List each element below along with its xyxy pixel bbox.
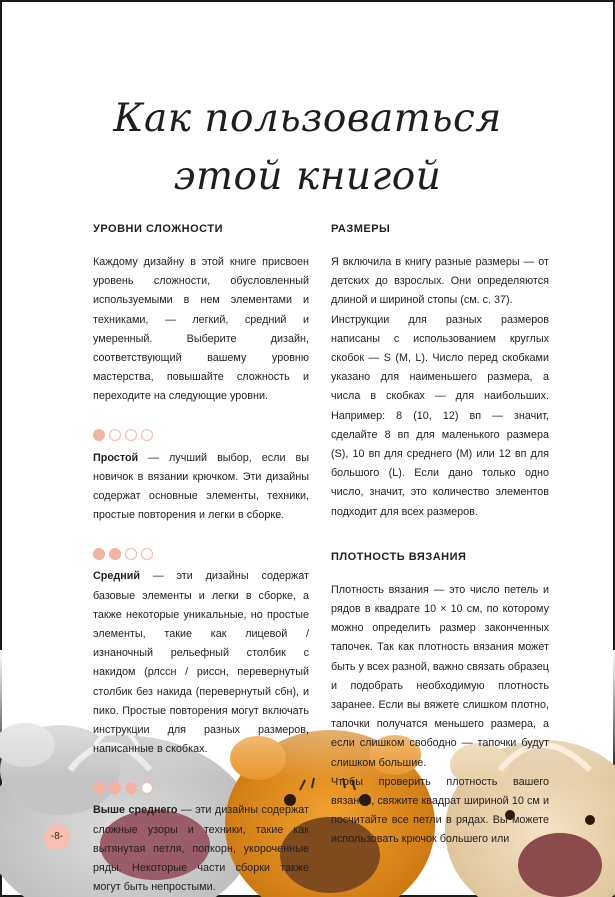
page-number-badge: -8-	[44, 824, 70, 850]
difficulty-dot-icon	[93, 429, 105, 441]
difficulty-dot-icon	[125, 782, 137, 794]
page-title-line-1: Как пользоваться	[113, 96, 502, 141]
gauge-heading: ПЛОТНОСТЬ ВЯЗАНИЯ	[331, 550, 467, 563]
sizes-paragraph-2: Инструкции для разных размеров написаны с использованием круглых скобок — S (M, L). Число перед скобками указано для наименьшего размера, а числа в скобках — для наибольших. Например: 8 (10, 12) вп — значит, сделайте 8 вп для маленького размера (S), 10 вп для среднего (M) или 12 вп для большого (L). Если дано только одно число, значит, это количество элементов подходит для всех размеров.	[331, 313, 549, 518]
gauge-paragraph-1: Плотность вязания — это число петель и рядов в квадрате 10 × 10 см, по которому можно определить размер законченных тапочек. Так как плотность вязания может быть у всех разной, важно связать образец и подобрать необходимую плотность заранее. Если вы вяжете слишком плотно, тапочки получатся меньшего размера, а если слишком свободно — тапочки будут слишком большие.	[331, 583, 549, 769]
column-right	[331, 220, 549, 850]
difficulty-dot-icon	[93, 782, 105, 794]
level-medium-text: — эти дизайны содержат базовые элементы и легки в сборке, а также некоторые уникальные, но простые элементы, такие как лицевой / изнаночный рельефный столбик с накидом (рлссн / риссн, перевернутый столбик без накида (перевернутый сбн), и пико. Простые повторения могут включать инструкции для разных размеров, написанные в скобках.	[93, 570, 309, 756]
sizes-paragraph-1: Я включила в книгу разные размеры — от детских до взрослых. Они определяются длиной и шириной стопы (см. с. 37).	[331, 256, 549, 307]
level-simple-text: — лучший выбор, если вы новичок в вязании крючком. Эти дизайны содержат основные элементы, техники, простые повторения и легки в сборке.	[93, 451, 309, 522]
level-advanced-term: Выше среднего	[93, 804, 178, 817]
difficulty-dot-icon	[125, 429, 137, 441]
difficulty-dots-medium	[93, 546, 309, 561]
difficulty-dot-icon	[125, 548, 137, 560]
difficulty-dots-simple	[93, 428, 309, 443]
page-title	[0, 90, 615, 206]
level-simple-term: Простой	[93, 451, 139, 464]
difficulty-dot-icon	[141, 782, 153, 794]
levels-heading: УРОВНИ СЛОЖНОСТИ	[93, 223, 223, 235]
difficulty-dot-icon	[141, 548, 153, 560]
level-simple	[93, 449, 309, 526]
page-title-line-2: этой книгой	[173, 154, 442, 199]
level-advanced	[93, 801, 309, 897]
difficulty-dot-icon	[109, 548, 121, 560]
sizes-heading: РАЗМЕРЫ	[331, 223, 391, 235]
difficulty-dots-advanced	[93, 780, 309, 795]
difficulty-dot-icon	[141, 429, 153, 441]
levels-intro: Каждому дизайну в этой книге присвоен уровень сложности, обусловленный используемыми в нем элементами и техниками, — легкий, средний и умеренный. Выберите дизайн, соответствующий вашему уровню мастерства, повышайте сложность и переходите на следующие уровни.	[93, 256, 309, 403]
difficulty-dot-icon	[93, 548, 105, 560]
difficulty-dot-icon	[109, 429, 121, 441]
level-medium-term: Средний	[93, 570, 141, 583]
gauge-paragraph-2: Чтобы проверить плотность вашего вязания, свяжите квадрат шириной 10 см и посчитайте все петли в рядах. Вы можете использовать крючок большего или	[331, 775, 549, 846]
difficulty-dot-icon	[109, 782, 121, 794]
page-border-top	[0, 0, 615, 2]
column-left	[93, 220, 309, 897]
level-advanced-text: — эти дизайны содержат сложные узоры и техники, такие как вытянутая петля, попкорн, укороченные ряды. Некоторые части сборки также могут быть непростыми.	[93, 804, 309, 894]
level-medium	[93, 567, 309, 759]
